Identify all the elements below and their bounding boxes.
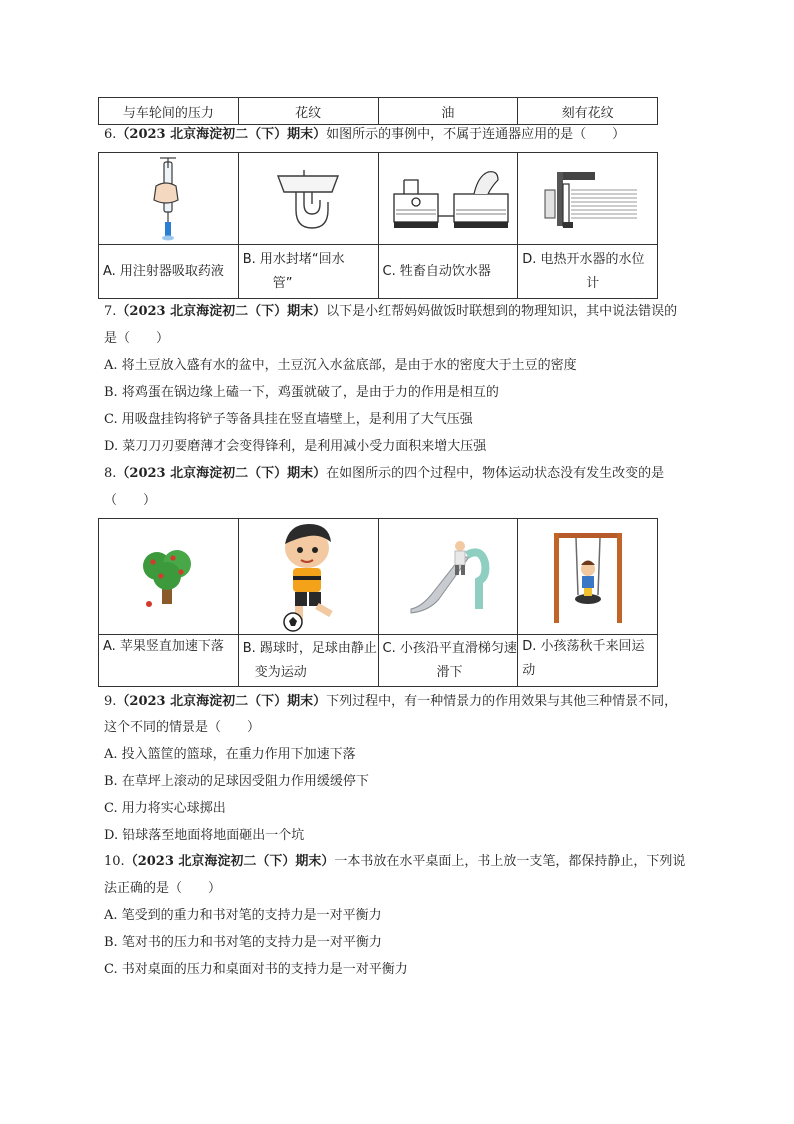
q8-stem (104, 465, 664, 483)
q6-option-b (238, 245, 378, 299)
water-heater-gauge-icon (533, 164, 643, 234)
q8-option-d-text: D. 小孩荡秋千来回运动 (522, 639, 645, 678)
q6-stem (104, 126, 625, 144)
q9-option-a: A. 投入篮筐的篮球，在重力作用下加速下落 (104, 747, 356, 762)
q10-stem (104, 853, 685, 871)
q8-image-a (99, 519, 239, 635)
q7-option-b: B. 将鸡蛋在锅边缘上磕一下，鸡蛋就破了，是由于力的作用是相互的 (104, 385, 499, 400)
q8-option-b (238, 635, 378, 687)
q9-stem-line2: 这个不同的情景是（ ） (104, 720, 261, 735)
sink-trap-icon (268, 160, 348, 238)
top-table-cell: 油 (378, 98, 518, 125)
q9-option-d: D. 铅球落至地面将地面砸出一个坑 (104, 828, 305, 843)
q8-options-table (98, 518, 658, 687)
q8-option-c-line2: 滑下 (436, 664, 463, 680)
q6-option-b-line2: 管” (272, 275, 293, 291)
syringe-icon (138, 156, 198, 242)
top-table-cell: 刻有花纹 (518, 98, 658, 125)
q8-image-c (378, 519, 518, 635)
q6-image-d (518, 153, 658, 245)
q9-option-c: C. 用力将实心球掷出 (104, 801, 226, 816)
top-table-cell: 花纹 (238, 98, 378, 125)
q6-option-c-text: C. 牲畜自动饮水器 (382, 263, 491, 279)
boy-kicking-ball-icon (273, 522, 343, 632)
q6-number: 6. (104, 127, 117, 142)
q8-option-c-line1: C. 小孩沿平直滑梯匀速 (382, 640, 517, 656)
q6-option-c (378, 245, 518, 299)
q8-option-d (518, 635, 658, 687)
q8-number: 8. (104, 466, 117, 481)
q6-image-a (99, 153, 239, 245)
q7-stem-line2: 是（ ） (104, 331, 170, 346)
top-table (98, 97, 658, 125)
q8-option-c (378, 635, 518, 687)
q7-option-c: C. 用吸盘挂钩将铲子等备具挂在竖直墙壁上，是利用了大气压强 (104, 412, 473, 427)
q7-text-line1: 以下是小红帮妈妈做饭时联想到的物理知识，其中说法错误的 (326, 304, 678, 319)
q6-option-a-text: A. 用注射器吸取药液 (103, 263, 224, 279)
q6-option-d-line2: 计 (586, 275, 600, 291)
q7-option-d: D. 菜刀刀刃要磨薄才会变得锋利，是利用减小受力面积来增大压强 (104, 439, 487, 454)
q6-option-d (518, 245, 658, 299)
q6-image-c (378, 153, 518, 245)
q8-stem-line2: （ ） (104, 493, 157, 508)
q10-option-c: C. 书对桌面的压力和桌面对书的支持力是一对平衡力 (104, 962, 408, 977)
q6-text: 如图所示的事例中，不属于连通器应用的是（ ） (326, 127, 626, 142)
q6-option-a (99, 245, 239, 299)
q8-option-a-text: A. 苹果竖直加速下落 (103, 639, 224, 654)
q9-option-b: B. 在草坪上滚动的足球因受阻力作用缓缓停下 (104, 774, 369, 789)
q8-image-b (238, 519, 378, 635)
q10-source: （2023 北京海淀初二（下）期末） (124, 854, 335, 869)
livestock-waterer-icon (380, 160, 516, 238)
q6-option-d-line1: D. 电热开水器的水位 (522, 251, 645, 267)
q8-text-line1: 在如图所示的四个过程中，物体运动状态没有发生改变的是 (326, 466, 665, 481)
q10-stem-line2: 法正确的是（ ） (104, 881, 222, 896)
q8-source: （2023 北京海淀初二（下）期末） (116, 466, 327, 481)
q8-image-d (518, 519, 658, 635)
q10-text-line1: 一本书放在水平桌面上，书上放一支笔，都保持静止，下列说 (334, 854, 686, 869)
q9-source: （2023 北京海淀初二（下）期末） (116, 694, 327, 709)
q8-option-b-line1: B. 踢球时，足球由静止 (242, 640, 377, 656)
q6-image-b (238, 153, 378, 245)
apple-tree-icon (133, 542, 203, 612)
q10-number: 10. (104, 854, 125, 869)
q10-option-b: B. 笔对书的压力和书对笔的支持力是一对平衡力 (104, 935, 382, 950)
child-swing-icon (548, 529, 628, 625)
q7-source: （2023 北京海淀初二（下）期末） (116, 304, 327, 319)
q9-text-line1: 下列过程中，有一种情景力的作用效果与其他三种情景不同， (326, 694, 678, 709)
q8-option-b-line2: 变为运动 (254, 664, 307, 680)
q8-option-a (99, 635, 239, 687)
q7-number: 7. (104, 304, 117, 319)
q6-source: （2023 北京海淀初二（下）期末） (116, 127, 327, 142)
q10-option-a: A. 笔受到的重力和书对笔的支持力是一对平衡力 (104, 908, 382, 923)
top-table-cell: 与车轮间的压力 (99, 98, 239, 125)
q6-option-b-line1: B. 用水封堵“回水 (242, 251, 345, 267)
q7-stem (104, 303, 677, 321)
child-slide-icon (403, 537, 493, 617)
q6-options-table (98, 152, 658, 299)
q9-stem (104, 693, 677, 711)
q9-number: 9. (104, 694, 117, 709)
q7-option-a: A. 将土豆放入盛有水的盆中，土豆沉入水盆底部，是由于水的密度大于土豆的密度 (104, 358, 577, 373)
